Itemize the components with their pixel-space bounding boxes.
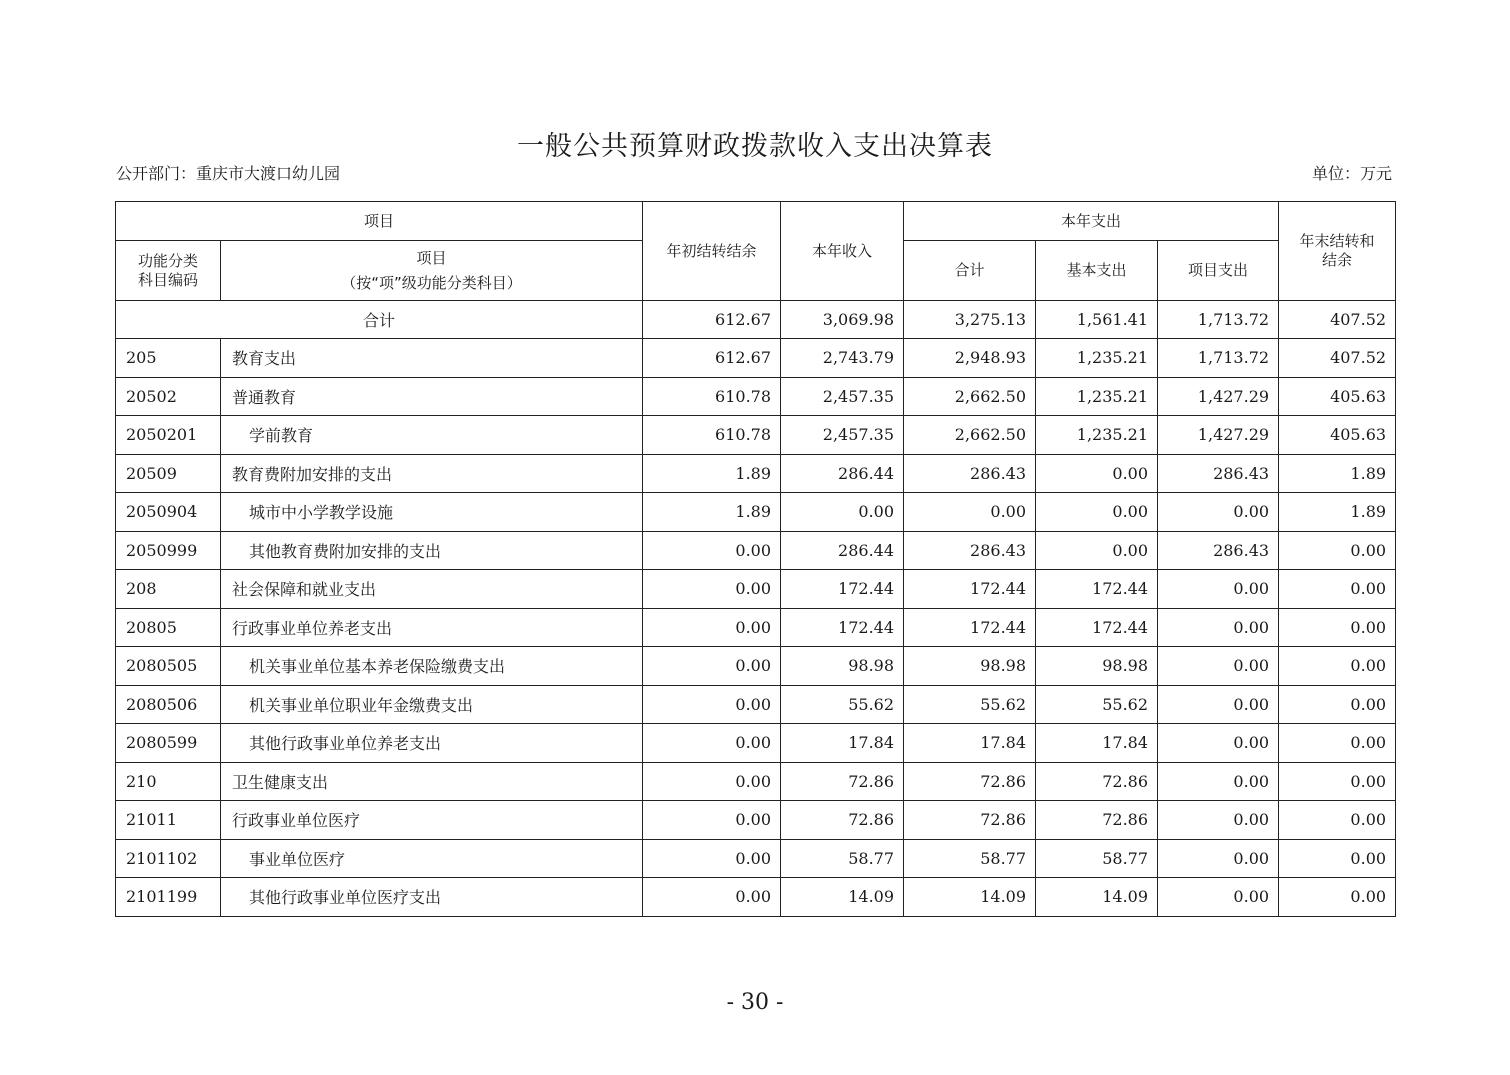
row-name: 教育支出 [221, 339, 643, 378]
table-row [116, 839, 1396, 878]
row-expense-project: 1,713.72 [1158, 339, 1279, 378]
department-label: 公开部门：重庆市大渡口幼儿园 [116, 164, 341, 183]
row-expense-project: 1,427.29 [1158, 377, 1279, 416]
total-end: 407.52 [1279, 301, 1396, 339]
row-expense-total: 0.00 [904, 493, 1036, 532]
total-row [116, 301, 1396, 339]
unit-label: 单位：万元 [1311, 164, 1392, 183]
row-name: 其他行政事业单位养老支出 [221, 724, 643, 763]
row-expense-project: 286.43 [1158, 454, 1279, 493]
row-end: 1.89 [1279, 454, 1396, 493]
row-expense-project: 1,427.29 [1158, 416, 1279, 455]
row-begin: 0.00 [643, 839, 781, 878]
row-expense-project: 0.00 [1158, 608, 1279, 647]
row-income: 98.98 [781, 647, 904, 686]
row-code: 205 [116, 339, 221, 378]
total-income: 3,069.98 [781, 301, 904, 339]
row-expense-total: 172.44 [904, 570, 1036, 609]
total-expense-total: 3,275.13 [904, 301, 1036, 339]
row-expense-total: 2,662.50 [904, 416, 1036, 455]
header-item-name-line1: 项目 [416, 248, 447, 267]
row-begin: 1.89 [643, 493, 781, 532]
header-expense-project: 项目支出 [1158, 241, 1279, 301]
row-end: 0.00 [1279, 647, 1396, 686]
row-expense-total: 172.44 [904, 608, 1036, 647]
page-number: - 30 - [726, 990, 784, 1015]
row-expense-total: 2,662.50 [904, 377, 1036, 416]
header-item-name [221, 241, 643, 301]
row-income: 172.44 [781, 570, 904, 609]
row-begin: 610.78 [643, 377, 781, 416]
header-func-code: 功能分类 科目编码 [116, 241, 221, 301]
row-end: 0.00 [1279, 570, 1396, 609]
row-name: 机关事业单位职业年金缴费支出 [221, 685, 643, 724]
row-expense-project: 0.00 [1158, 724, 1279, 763]
total-expense-project: 1,713.72 [1158, 301, 1279, 339]
row-expense-basic: 0.00 [1036, 493, 1158, 532]
row-expense-total: 2,948.93 [904, 339, 1036, 378]
row-income: 72.86 [781, 762, 904, 801]
row-income: 55.62 [781, 685, 904, 724]
total-expense-basic: 1,561.41 [1036, 301, 1158, 339]
row-expense-basic: 172.44 [1036, 570, 1158, 609]
row-name: 教育费附加安排的支出 [221, 454, 643, 493]
row-code: 21011 [116, 801, 221, 840]
row-expense-basic: 72.86 [1036, 762, 1158, 801]
row-name: 其他行政事业单位医疗支出 [221, 878, 643, 917]
header-expense-total: 合计 [904, 241, 1036, 301]
row-income: 0.00 [781, 493, 904, 532]
row-expense-project: 0.00 [1158, 839, 1279, 878]
row-code: 2080506 [116, 685, 221, 724]
row-end: 0.00 [1279, 724, 1396, 763]
row-expense-basic: 55.62 [1036, 685, 1158, 724]
row-code: 208 [116, 570, 221, 609]
row-name: 事业单位医疗 [221, 839, 643, 878]
row-expense-basic: 0.00 [1036, 531, 1158, 570]
header-begin-balance: 年初结转结余 [643, 202, 781, 301]
row-expense-total: 286.43 [904, 531, 1036, 570]
row-name: 社会保障和就业支出 [221, 570, 643, 609]
row-expense-basic: 72.86 [1036, 801, 1158, 840]
table-row [116, 416, 1396, 455]
row-expense-basic: 17.84 [1036, 724, 1158, 763]
table-row [116, 493, 1396, 532]
row-code: 20502 [116, 377, 221, 416]
header-item-name-line2: （按“项”级功能分类科目） [341, 273, 522, 292]
row-expense-basic: 1,235.21 [1036, 339, 1158, 378]
total-label: 合计 [116, 301, 643, 339]
table-row [116, 531, 1396, 570]
header-expense-basic: 基本支出 [1036, 241, 1158, 301]
row-begin: 1.89 [643, 454, 781, 493]
row-begin: 610.78 [643, 416, 781, 455]
row-expense-total: 72.86 [904, 762, 1036, 801]
row-code: 2050904 [116, 493, 221, 532]
row-income: 172.44 [781, 608, 904, 647]
row-end: 405.63 [1279, 416, 1396, 455]
total-begin: 612.67 [643, 301, 781, 339]
row-name: 行政事业单位养老支出 [221, 608, 643, 647]
row-expense-basic: 58.77 [1036, 839, 1158, 878]
row-expense-project: 0.00 [1158, 493, 1279, 532]
row-expense-basic: 0.00 [1036, 454, 1158, 493]
row-end: 1.89 [1279, 493, 1396, 532]
table-row [116, 685, 1396, 724]
row-name: 其他教育费附加安排的支出 [221, 531, 643, 570]
row-end: 405.63 [1279, 377, 1396, 416]
table-row [116, 878, 1396, 917]
row-income: 286.44 [781, 531, 904, 570]
budget-table [115, 201, 1396, 917]
table-row [116, 801, 1396, 840]
row-income: 2,457.35 [781, 416, 904, 455]
row-begin: 612.67 [643, 339, 781, 378]
header-row-1 [116, 202, 1396, 241]
row-expense-basic: 172.44 [1036, 608, 1158, 647]
row-name: 普通教育 [221, 377, 643, 416]
row-expense-project: 0.00 [1158, 801, 1279, 840]
row-code: 2101199 [116, 878, 221, 917]
header-end-balance: 年末结转和 结余 [1279, 202, 1396, 301]
row-income: 17.84 [781, 724, 904, 763]
row-begin: 0.00 [643, 801, 781, 840]
row-end: 407.52 [1279, 339, 1396, 378]
row-begin: 0.00 [643, 762, 781, 801]
table-row [116, 570, 1396, 609]
row-end: 0.00 [1279, 531, 1396, 570]
row-begin: 0.00 [643, 685, 781, 724]
row-expense-total: 17.84 [904, 724, 1036, 763]
row-code: 2080505 [116, 647, 221, 686]
row-end: 0.00 [1279, 762, 1396, 801]
row-expense-total: 14.09 [904, 878, 1036, 917]
row-expense-project: 286.43 [1158, 531, 1279, 570]
row-expense-basic: 1,235.21 [1036, 377, 1158, 416]
table-row [116, 762, 1396, 801]
row-begin: 0.00 [643, 608, 781, 647]
row-expense-project: 0.00 [1158, 762, 1279, 801]
row-income: 14.09 [781, 878, 904, 917]
table-row [116, 454, 1396, 493]
header-income: 本年收入 [781, 202, 904, 301]
row-code: 20805 [116, 608, 221, 647]
row-expense-project: 0.00 [1158, 570, 1279, 609]
row-code: 2050201 [116, 416, 221, 455]
row-expense-basic: 14.09 [1036, 878, 1158, 917]
row-code: 210 [116, 762, 221, 801]
row-expense-total: 58.77 [904, 839, 1036, 878]
row-code: 20509 [116, 454, 221, 493]
table-row [116, 377, 1396, 416]
row-begin: 0.00 [643, 531, 781, 570]
row-code: 2101102 [116, 839, 221, 878]
page-title: 一般公共预算财政拨款收入支出决算表 [517, 131, 993, 162]
row-expense-project: 0.00 [1158, 685, 1279, 724]
row-expense-total: 55.62 [904, 685, 1036, 724]
header-item-group: 项目 [116, 202, 643, 241]
table-row [116, 608, 1396, 647]
row-begin: 0.00 [643, 878, 781, 917]
row-begin: 0.00 [643, 647, 781, 686]
row-begin: 0.00 [643, 724, 781, 763]
row-name: 城市中小学教学设施 [221, 493, 643, 532]
row-end: 0.00 [1279, 878, 1396, 917]
row-expense-total: 72.86 [904, 801, 1036, 840]
row-expense-total: 98.98 [904, 647, 1036, 686]
row-end: 0.00 [1279, 801, 1396, 840]
row-name: 行政事业单位医疗 [221, 801, 643, 840]
row-code: 2050999 [116, 531, 221, 570]
row-expense-total: 286.43 [904, 454, 1036, 493]
row-expense-basic: 1,235.21 [1036, 416, 1158, 455]
row-income: 2,743.79 [781, 339, 904, 378]
row-code: 2080599 [116, 724, 221, 763]
row-income: 2,457.35 [781, 377, 904, 416]
row-end: 0.00 [1279, 608, 1396, 647]
header-expense-group: 本年支出 [904, 202, 1279, 241]
row-end: 0.00 [1279, 685, 1396, 724]
row-income: 58.77 [781, 839, 904, 878]
row-expense-project: 0.00 [1158, 647, 1279, 686]
row-income: 72.86 [781, 801, 904, 840]
row-expense-basic: 98.98 [1036, 647, 1158, 686]
row-income: 286.44 [781, 454, 904, 493]
table-row [116, 647, 1396, 686]
table-row [116, 724, 1396, 763]
row-name: 学前教育 [221, 416, 643, 455]
row-name: 机关事业单位基本养老保险缴费支出 [221, 647, 643, 686]
table-row [116, 339, 1396, 378]
row-begin: 0.00 [643, 570, 781, 609]
row-end: 0.00 [1279, 839, 1396, 878]
row-expense-project: 0.00 [1158, 878, 1279, 917]
row-name: 卫生健康支出 [221, 762, 643, 801]
